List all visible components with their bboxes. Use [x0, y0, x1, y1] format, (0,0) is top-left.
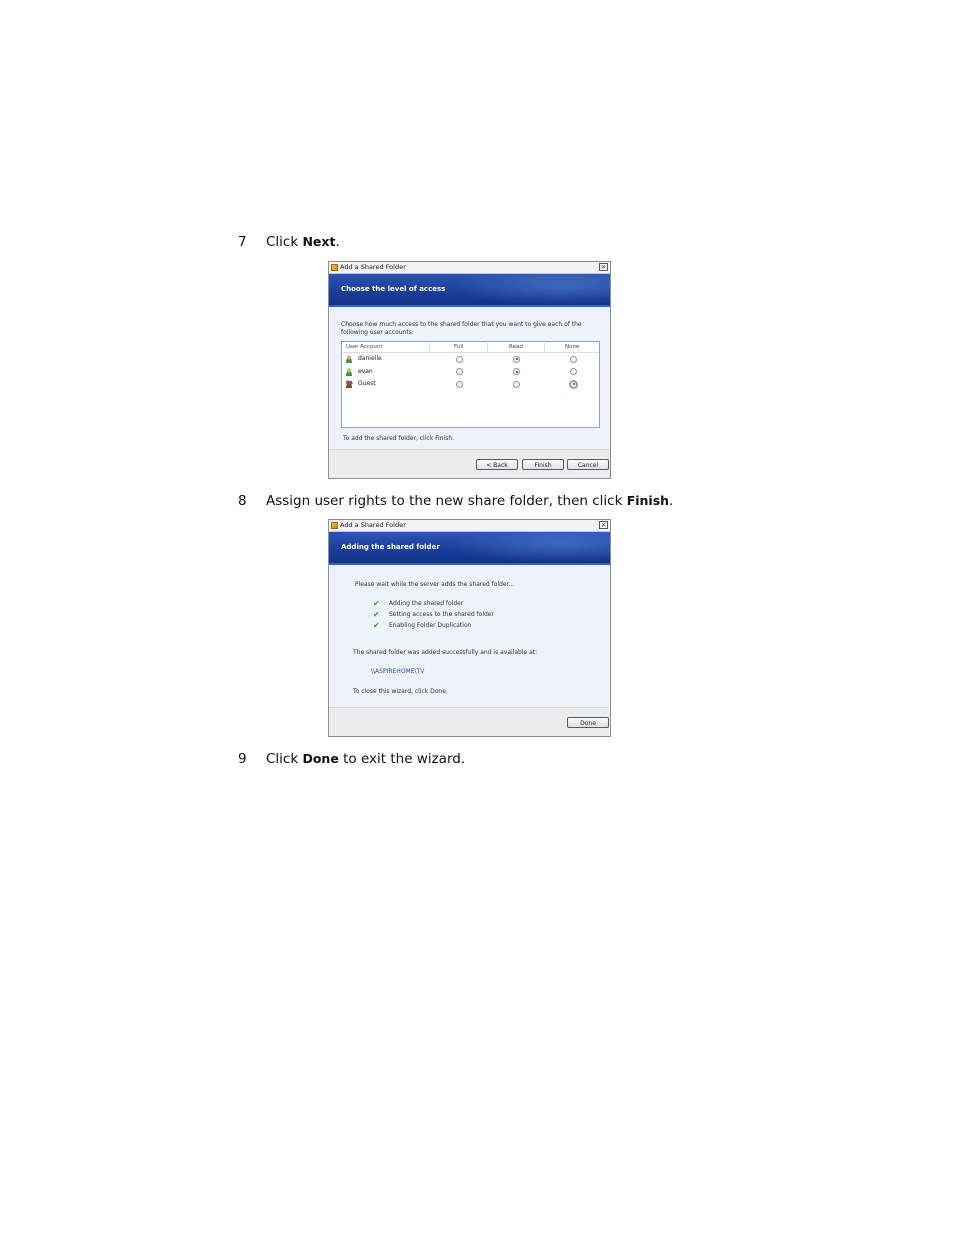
dialog-titlebar	[329, 262, 610, 274]
task-item: Setting access to the shared folder	[389, 611, 494, 618]
checkmark-icon: ✔	[373, 621, 380, 630]
task-item: Adding the shared folder	[389, 600, 464, 607]
dialog-title: Add a Shared Folder	[340, 521, 406, 529]
banner-title: Adding the shared folder	[341, 543, 440, 551]
close-hint: To close this wizard, click Done.	[353, 688, 448, 695]
step-text: Click	[266, 751, 303, 767]
user-name: Guest	[358, 380, 376, 387]
step-number: 7	[238, 234, 247, 250]
share-path-link[interactable]: \\ASPIREHOME\TV	[371, 668, 425, 675]
none-radio[interactable]	[570, 356, 577, 363]
list-header	[342, 342, 599, 353]
access-level-dialog	[328, 261, 611, 479]
cancel-button[interactable]: Cancel	[567, 459, 609, 470]
user-name: danielle	[358, 355, 382, 362]
success-text: The shared folder was added successfully and is available at:	[353, 649, 538, 656]
full-radio[interactable]	[456, 356, 463, 363]
column-none: None	[565, 344, 580, 350]
user-icon	[345, 368, 353, 376]
user-name: evan	[358, 367, 373, 375]
dialog-content	[329, 565, 610, 737]
read-radio[interactable]	[513, 381, 520, 388]
close-icon[interactable]: ×	[600, 263, 607, 271]
read-radio[interactable]	[513, 356, 520, 363]
dialog-content	[329, 307, 610, 479]
step-text: Assign user rights to the new share folder, then click	[266, 493, 627, 509]
finish-button[interactable]: Finish	[522, 459, 564, 470]
checkmark-icon: ✔	[373, 610, 380, 619]
step-number: 8	[238, 493, 247, 509]
column-user-account: User Account	[346, 344, 383, 350]
dialog-banner	[329, 274, 610, 307]
read-radio[interactable]	[513, 368, 520, 375]
intro-text: Choose how much access to the shared folder that you want to give each of the following user accounts:	[341, 321, 582, 336]
finish-hint: To add the shared folder, click Finish.	[343, 435, 455, 442]
step-bold-term: Finish	[626, 493, 670, 508]
dialog-footer	[329, 707, 610, 737]
guest-icon	[345, 380, 353, 388]
step-text: Click	[266, 234, 303, 250]
checkmark-icon: ✔	[373, 599, 380, 608]
step-text-end: .	[669, 493, 674, 509]
folder-icon	[331, 264, 338, 271]
step-9	[238, 750, 465, 768]
full-radio[interactable]	[456, 368, 463, 375]
back-button[interactable]: < Back	[476, 459, 518, 470]
user-access-list	[341, 341, 600, 428]
step-7	[238, 233, 340, 251]
user-row	[342, 378, 599, 391]
none-radio[interactable]	[570, 381, 577, 388]
dialog-banner	[329, 532, 610, 565]
adding-folder-dialog	[328, 519, 611, 737]
step-8	[238, 492, 673, 510]
close-icon[interactable]: ×	[600, 521, 607, 529]
step-text-end: to exit the wizard.	[338, 751, 466, 767]
task-item: Enabling Folder Duplication	[389, 622, 472, 629]
column-full: Full	[454, 344, 464, 350]
dialog-footer	[329, 449, 610, 479]
done-button[interactable]: Done	[567, 717, 609, 728]
step-number: 9	[238, 751, 247, 767]
dialog-title: Add a Shared Folder	[340, 263, 406, 271]
user-row	[342, 366, 599, 379]
step-bold-term: Done	[302, 751, 339, 766]
column-read: Read	[509, 344, 523, 350]
user-icon	[345, 355, 353, 363]
folder-icon	[331, 522, 338, 529]
user-row	[342, 353, 599, 366]
step-bold-term: Next	[302, 234, 336, 249]
wait-text: Please wait while the server adds the shared folder...	[355, 581, 515, 588]
step-text-end: .	[335, 234, 340, 250]
dialog-titlebar	[329, 520, 610, 532]
full-radio[interactable]	[456, 381, 463, 388]
none-radio[interactable]	[570, 368, 577, 375]
banner-title: Choose the level of access	[341, 285, 446, 293]
